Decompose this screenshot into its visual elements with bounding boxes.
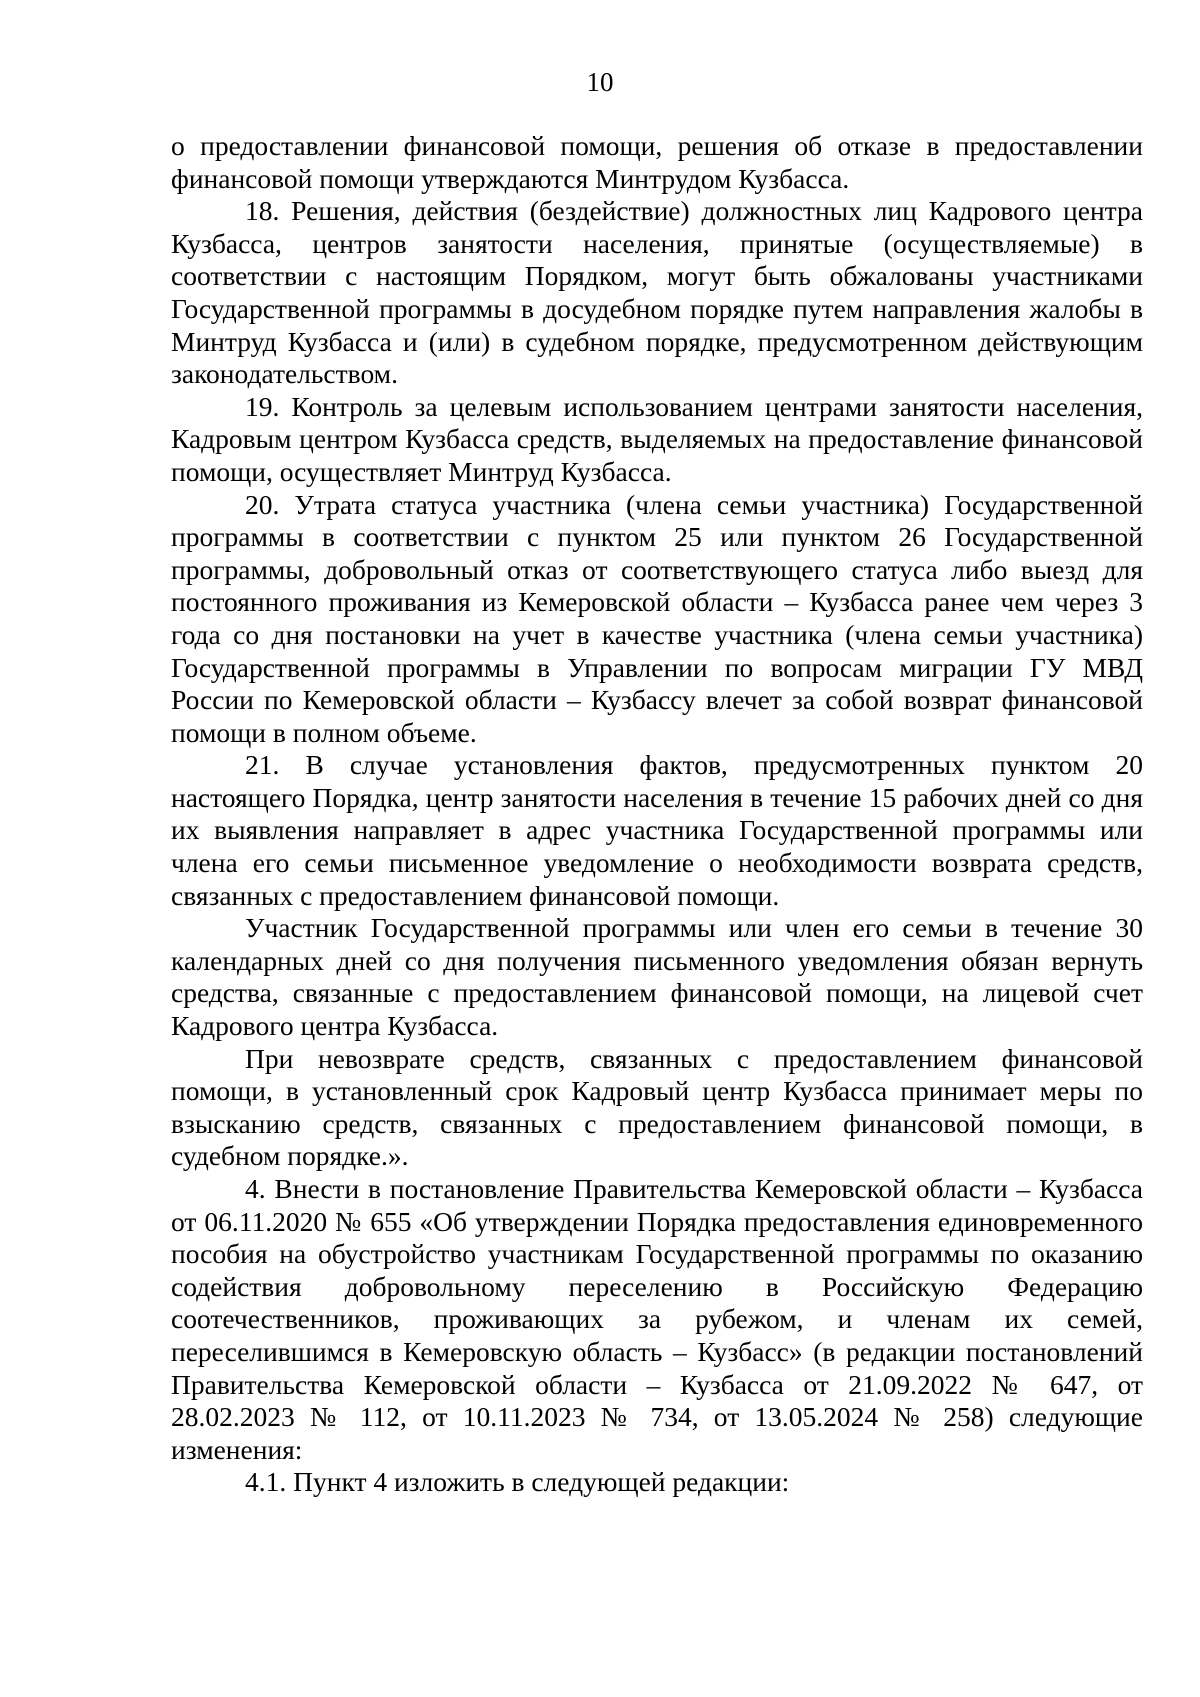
paragraph-item-21: 21. В случае установления фактов, предусмотренных пунктом 20 настоящего Порядка, центр занятости населения в течение 15 рабочих дней со дня их выявления направляет в адрес участника Государственной программы или члена его семьи письменное уведомление о необходимости возврата средств, связанных с предоставлением финансовой помощи. — [171, 749, 1143, 911]
paragraph-item-19: 19. Контроль за целевым использованием центрами занятости населения, Кадровым центром Кузбасса средств, выделяемых на предоставление финансовой помощи, осуществляет Минтруд Кузбасса. — [171, 390, 1143, 487]
paragraph-item-4: 4. Внести в постановление Правительства Кемеровской области – Кузбасса от 06.11.2020 № 655 «Об утверждении Порядка предоставления единовременного пособия на обустройство участникам Государственной программы по оказанию содействия добровольному переселению в Российскую Федерацию соотечественников, проживающих за рубежом, и членам их семей, переселившимся в Кемеровскую область – Кузбасс» (в редакции постановлений Правительства Кемеровской области – Кузбасса от 21.09.2022 № 647, от 28.02.2023 № 112, от 10.11.2023 № 734, от 13.05.2024 № 258) следующие изменения: — [171, 1173, 1143, 1465]
paragraph-non-return: При невозврате средств, связанных с предоставлением финансовой помощи, в установленный срок Кадровый центр Кузбасса принимает меры по взысканию средств, связанных с предоставлением финансовой помощи, в судебном порядке.». — [171, 1042, 1143, 1172]
paragraph-item-20: 20. Утрата статуса участника (члена семьи участника) Государственной программы в соответствии с пунктом 25 или пунктом 26 Государственной программы, добровольный отказ от соответствующего статуса либо выезд для постоянного проживания из Кемеровской области – Кузбасса ранее чем через 3 года со дня постановки на учет в качестве участника (члена семьи участника) Государственной программы в Управлении по вопросам миграции ГУ МВД России по Кемеровской области – Кузбассу влечет за собой возврат финансовой помощи в полном объеме. — [171, 488, 1143, 748]
paragraph-item-4-1: 4.1. Пункт 4 изложить в следующей редакции: — [245, 1466, 790, 1498]
paragraph-continuation: о предоставлении финансовой помощи, решения об отказе в предоставлении финансовой помощи утверждаются Минтрудом Кузбасса. — [171, 130, 1143, 194]
paragraph-item-18: 18. Решения, действия (бездействие) должностных лиц Кадрового центра Кузбасса, центров занятости населения, принятые (осуществляемые) в соответствии с настоящим Порядком, могут быть обжалованы участниками Государственной программы в досудебном порядке путем направления жалобы в Минтруд Кузбасса и (или) в судебном порядке, предусмотренном действующим законодательством. — [171, 195, 1143, 390]
paragraph-participant-return: Участник Государственной программы или член его семьи в течение 30 календарных дней со дня получения письменного уведомления обязан вернуть средства, связанные с предоставлением финансовой помощи, на лицевой счет Кадрового центра Кузбасса. — [171, 912, 1143, 1042]
page-number: 10 — [586, 67, 614, 97]
document-body — [171, 130, 1143, 1499]
